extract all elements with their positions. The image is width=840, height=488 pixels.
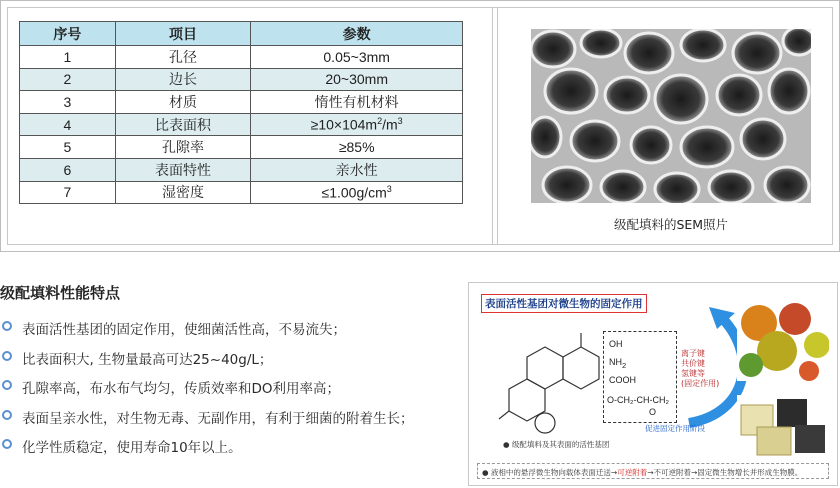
process-text-a: ● 液相中的悬浮微生物向载体表面迁送→ [482, 468, 618, 477]
table-row [20, 91, 463, 114]
table-row [20, 46, 463, 69]
value-mid: /m [382, 116, 398, 133]
cell-no: 2 [20, 68, 116, 91]
cell-value [251, 181, 463, 204]
header-value: 参数 [251, 22, 463, 46]
cell-item: 表面特性 [115, 158, 251, 181]
value-sup: 2 [377, 116, 383, 127]
feature-text: 表面活性基团的固定作用，使细菌活性高，不易流失； [22, 322, 346, 338]
table-row [20, 136, 463, 159]
diagram-title: 表面活性基团对微生物的固定作用 [481, 294, 647, 313]
legend-label: ● 级配填料及其表面的活性基团 [503, 440, 610, 449]
table-row [20, 113, 463, 136]
cell-value: 亲水性 [251, 158, 463, 181]
value-sup: 3 [397, 116, 403, 127]
circle-bullet-icon [2, 321, 12, 331]
sem-photo [531, 29, 811, 203]
group-cooh: COOH [609, 375, 636, 385]
panel-divider-2 [497, 8, 498, 244]
cell-no: 5 [20, 136, 116, 159]
panel-divider [492, 8, 493, 244]
value-sup: 3 [386, 184, 392, 195]
cell-no: 3 [20, 91, 116, 114]
group-nh-sub: 2 [622, 360, 627, 370]
parameter-table [19, 21, 463, 204]
table-row [20, 68, 463, 91]
feature-text: 比表面积大, 生物量最高可达25~40g/L； [22, 351, 273, 368]
bond-fixation: (固定作用) [681, 379, 720, 388]
value-text: ≤1.00g/cm [321, 184, 387, 201]
sponge-filler-image [737, 395, 829, 459]
process-text-b: →不可逆附着→固定微生物增长并形成生物膜。 [647, 468, 803, 477]
cell-item: 孔隙率 [115, 136, 251, 159]
table-header-row [20, 22, 463, 46]
cell-item: 材质 [115, 91, 251, 114]
cell-value: ≥85% [251, 136, 463, 159]
feature-text: 表面呈亲水性，对生物无毒、无副作用，有利于细菌的附着生长； [22, 410, 414, 427]
group-epoxy: O-CH₂-CH-CH₂ [607, 395, 669, 405]
process-description [477, 463, 829, 479]
cell-no: 7 [20, 181, 116, 204]
group-epoxy-o: O [649, 407, 657, 417]
feature-text: 孔隙率高，布水布气均匀，传质效率和DO利用率高； [22, 381, 341, 397]
microbe-balls-image [737, 299, 829, 381]
group-nh2 [609, 357, 626, 370]
cell-item: 边长 [115, 68, 251, 91]
header-no: 序号 [20, 22, 116, 46]
circle-bullet-icon [2, 439, 12, 449]
sem-caption: 级配填料的SEM照片 [613, 217, 729, 232]
list-item [2, 407, 414, 437]
cell-value: 惰性有机材料 [251, 91, 463, 114]
features-list [2, 318, 414, 466]
cell-no: 4 [20, 113, 116, 136]
table-row [20, 158, 463, 181]
list-item [2, 348, 414, 378]
cell-value: 20~30mm [251, 68, 463, 91]
features-title: 级配填料性能特点 [0, 284, 121, 302]
cell-item: 比表面积 [115, 113, 251, 136]
cell-item: 孔径 [115, 46, 251, 69]
group-nh: NH [609, 357, 622, 367]
circle-bullet-icon [2, 380, 12, 390]
table-row [20, 181, 463, 204]
cell-value [251, 113, 463, 136]
value-text: ≥10×104m [310, 116, 378, 133]
list-item [2, 318, 414, 348]
feature-text: 化学性质稳定，使用寿命10年以上。 [22, 440, 242, 456]
bond-covalent: 共价键 [681, 359, 705, 368]
arrow-label: 促进固定作用阶段 [645, 424, 705, 433]
list-item [2, 436, 414, 466]
process-text-red: 可逆附着 [617, 468, 648, 477]
bond-ionic: 离子键 [681, 349, 705, 358]
cell-value: 0.05~3mm [251, 46, 463, 69]
bond-hydrogen: 氢键等 [681, 369, 705, 378]
header-item: 项目 [115, 22, 251, 46]
cell-no: 1 [20, 46, 116, 69]
molecule-structure-icon [497, 327, 607, 437]
group-oh: OH [609, 339, 623, 349]
cell-item: 湿密度 [115, 181, 251, 204]
list-item [2, 377, 414, 407]
fixation-diagram [468, 282, 838, 486]
cell-no: 6 [20, 158, 116, 181]
circle-bullet-icon [2, 410, 12, 420]
circle-bullet-icon [2, 351, 12, 361]
